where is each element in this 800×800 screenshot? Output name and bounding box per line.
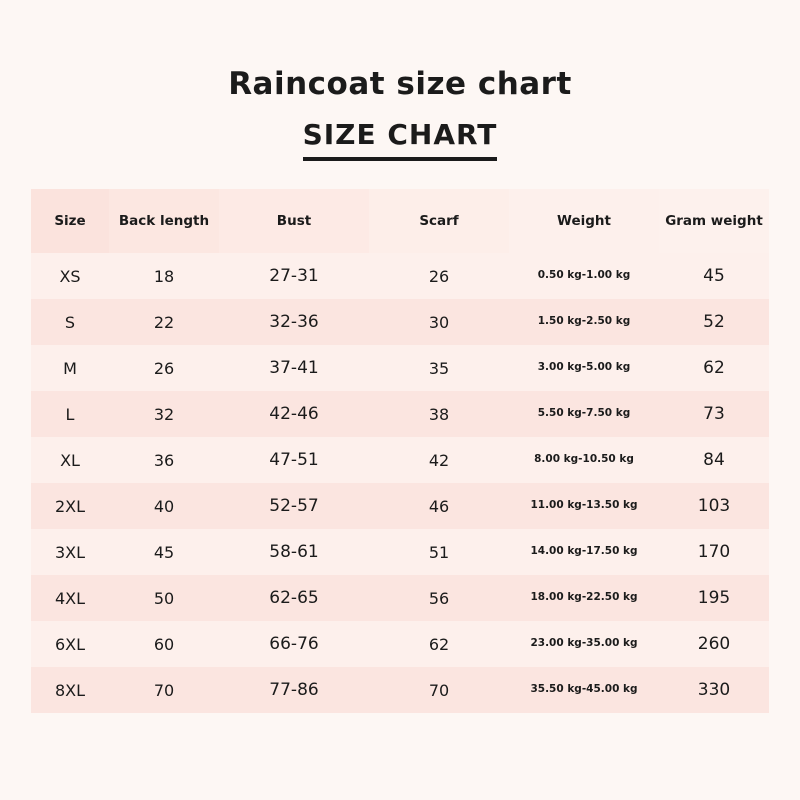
page-subtitle: SIZE CHART — [303, 118, 498, 161]
cell-bust: 66-76 — [219, 621, 369, 667]
cell-back-length: 50 — [109, 575, 219, 621]
cell-gram-weight: 73 — [659, 391, 769, 437]
cell-gram-weight: 170 — [659, 529, 769, 575]
cell-size: 8XL — [31, 667, 109, 713]
cell-gram-weight: 260 — [659, 621, 769, 667]
cell-scarf: 56 — [369, 575, 509, 621]
cell-scarf: 62 — [369, 621, 509, 667]
cell-size: 3XL — [31, 529, 109, 575]
cell-scarf: 42 — [369, 437, 509, 483]
cell-weight: 0.50 kg-1.00 kg — [509, 253, 659, 299]
cell-back-length: 36 — [109, 437, 219, 483]
cell-scarf: 35 — [369, 345, 509, 391]
cell-scarf: 51 — [369, 529, 509, 575]
cell-weight: 1.50 kg-2.50 kg — [509, 299, 659, 345]
page-title: Raincoat size chart — [228, 66, 572, 102]
subtitle-container — [0, 118, 800, 161]
table-row — [31, 437, 769, 483]
cell-back-length: 40 — [109, 483, 219, 529]
cell-size: XL — [31, 437, 109, 483]
cell-bust: 77-86 — [219, 667, 369, 713]
table-row — [31, 575, 769, 621]
cell-bust: 52-57 — [219, 483, 369, 529]
table-row — [31, 529, 769, 575]
cell-back-length: 45 — [109, 529, 219, 575]
cell-bust: 27-31 — [219, 253, 369, 299]
column-header-scarf: Scarf — [369, 189, 509, 253]
cell-bust: 62-65 — [219, 575, 369, 621]
cell-back-length: 70 — [109, 667, 219, 713]
table-row — [31, 621, 769, 667]
cell-scarf: 38 — [369, 391, 509, 437]
cell-back-length: 32 — [109, 391, 219, 437]
table-row — [31, 391, 769, 437]
cell-size: L — [31, 391, 109, 437]
cell-size: S — [31, 299, 109, 345]
column-header-bust: Bust — [219, 189, 369, 253]
cell-weight: 35.50 kg-45.00 kg — [509, 667, 659, 713]
cell-gram-weight: 45 — [659, 253, 769, 299]
table-row — [31, 345, 769, 391]
column-header-weight: Weight — [509, 189, 659, 253]
table-header-row — [31, 189, 769, 253]
cell-scarf: 70 — [369, 667, 509, 713]
cell-bust: 42-46 — [219, 391, 369, 437]
cell-bust: 37-41 — [219, 345, 369, 391]
cell-scarf: 46 — [369, 483, 509, 529]
cell-size: 4XL — [31, 575, 109, 621]
table-row — [31, 667, 769, 713]
cell-back-length: 26 — [109, 345, 219, 391]
cell-size: M — [31, 345, 109, 391]
cell-size: 6XL — [31, 621, 109, 667]
cell-weight: 11.00 kg-13.50 kg — [509, 483, 659, 529]
cell-bust: 32-36 — [219, 299, 369, 345]
cell-back-length: 18 — [109, 253, 219, 299]
cell-weight: 14.00 kg-17.50 kg — [509, 529, 659, 575]
table-row — [31, 483, 769, 529]
size-table-container — [31, 189, 769, 713]
cell-gram-weight: 330 — [659, 667, 769, 713]
size-table — [31, 189, 769, 713]
cell-gram-weight: 62 — [659, 345, 769, 391]
cell-size: XS — [31, 253, 109, 299]
column-header-back-length: Back length — [109, 189, 219, 253]
cell-weight: 23.00 kg-35.00 kg — [509, 621, 659, 667]
cell-size: 2XL — [31, 483, 109, 529]
cell-gram-weight: 52 — [659, 299, 769, 345]
table-body — [31, 253, 769, 713]
table-header — [31, 189, 769, 253]
cell-gram-weight: 84 — [659, 437, 769, 483]
cell-gram-weight: 103 — [659, 483, 769, 529]
cell-weight: 8.00 kg-10.50 kg — [509, 437, 659, 483]
table-row — [31, 299, 769, 345]
cell-weight: 3.00 kg-5.00 kg — [509, 345, 659, 391]
table-row — [31, 253, 769, 299]
cell-gram-weight: 195 — [659, 575, 769, 621]
cell-weight: 5.50 kg-7.50 kg — [509, 391, 659, 437]
cell-bust: 47-51 — [219, 437, 369, 483]
cell-scarf: 26 — [369, 253, 509, 299]
cell-back-length: 22 — [109, 299, 219, 345]
cell-scarf: 30 — [369, 299, 509, 345]
column-header-gram-weight: Gram weight — [659, 189, 769, 253]
cell-bust: 58-61 — [219, 529, 369, 575]
cell-weight: 18.00 kg-22.50 kg — [509, 575, 659, 621]
column-header-size: Size — [31, 189, 109, 253]
cell-back-length: 60 — [109, 621, 219, 667]
